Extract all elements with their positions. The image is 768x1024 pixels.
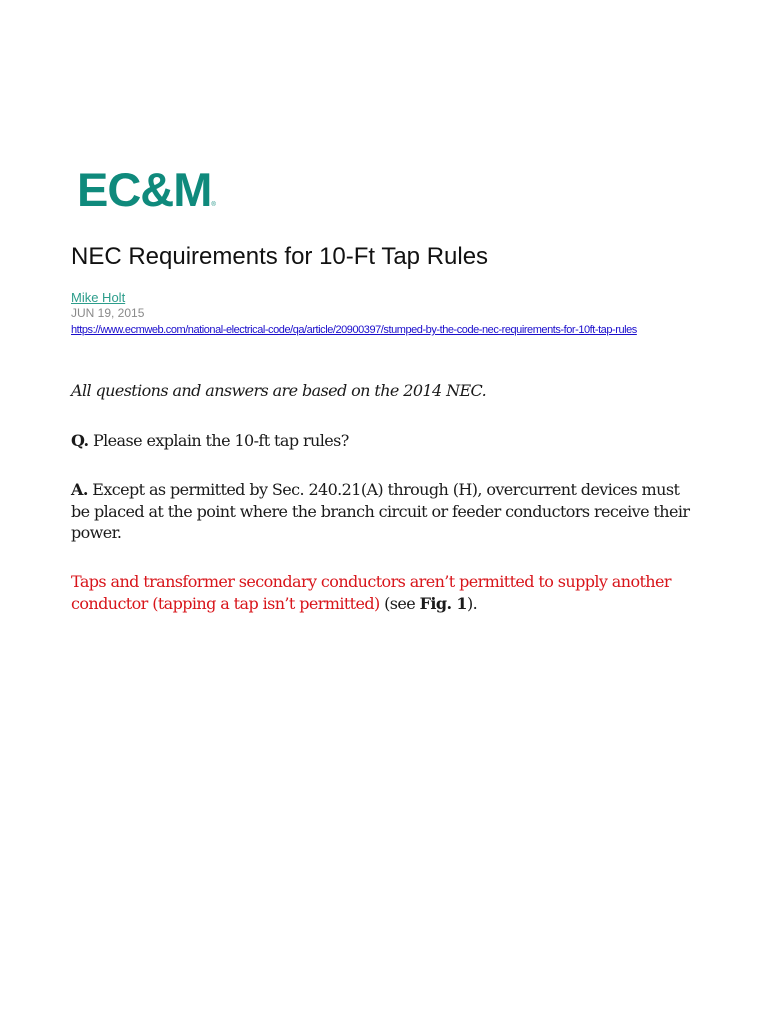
article-title: NEC Requirements for 10-Ft Tap Rules — [71, 243, 489, 270]
source-url-link[interactable]: https://www.ecmweb.com/national-electrical-code/qa/article/20900397/stumped-by-the-code-nec-requirements-for-10ft-tap-rules — [71, 324, 637, 336]
highlight-paragraph — [71, 571, 701, 614]
question-paragraph — [71, 430, 701, 452]
answer-label: A. — [71, 480, 88, 499]
figure-reference: Fig. 1 — [419, 593, 467, 613]
logo-text: EC&M — [77, 163, 212, 216]
see-prefix: (see — [379, 593, 420, 613]
highlight-text: Taps and transformer secondary conductors aren’t permitted to supply another conductor (tapping a tap isn’t permitted) — [71, 572, 671, 613]
answer-text: Except as permitted by Sec. 240.21(A) through (H), overcurrent devices must be placed at the point where the branch circuit or feeder conductors receive their power. — [71, 480, 690, 542]
ecm-logo[interactable] — [77, 163, 216, 229]
question-text: Please explain the 10-ft tap rules? — [88, 431, 349, 450]
registered-mark: ® — [211, 202, 216, 208]
author-link[interactable]: Mike Holt — [71, 290, 126, 305]
publish-date: JUN 19, 2015 — [71, 306, 145, 320]
intro-text: All questions and answers are based on the 2014 NEC. — [71, 381, 487, 400]
see-suffix: ). — [466, 593, 478, 613]
question-label: Q. — [71, 431, 89, 450]
answer-paragraph — [71, 479, 701, 544]
